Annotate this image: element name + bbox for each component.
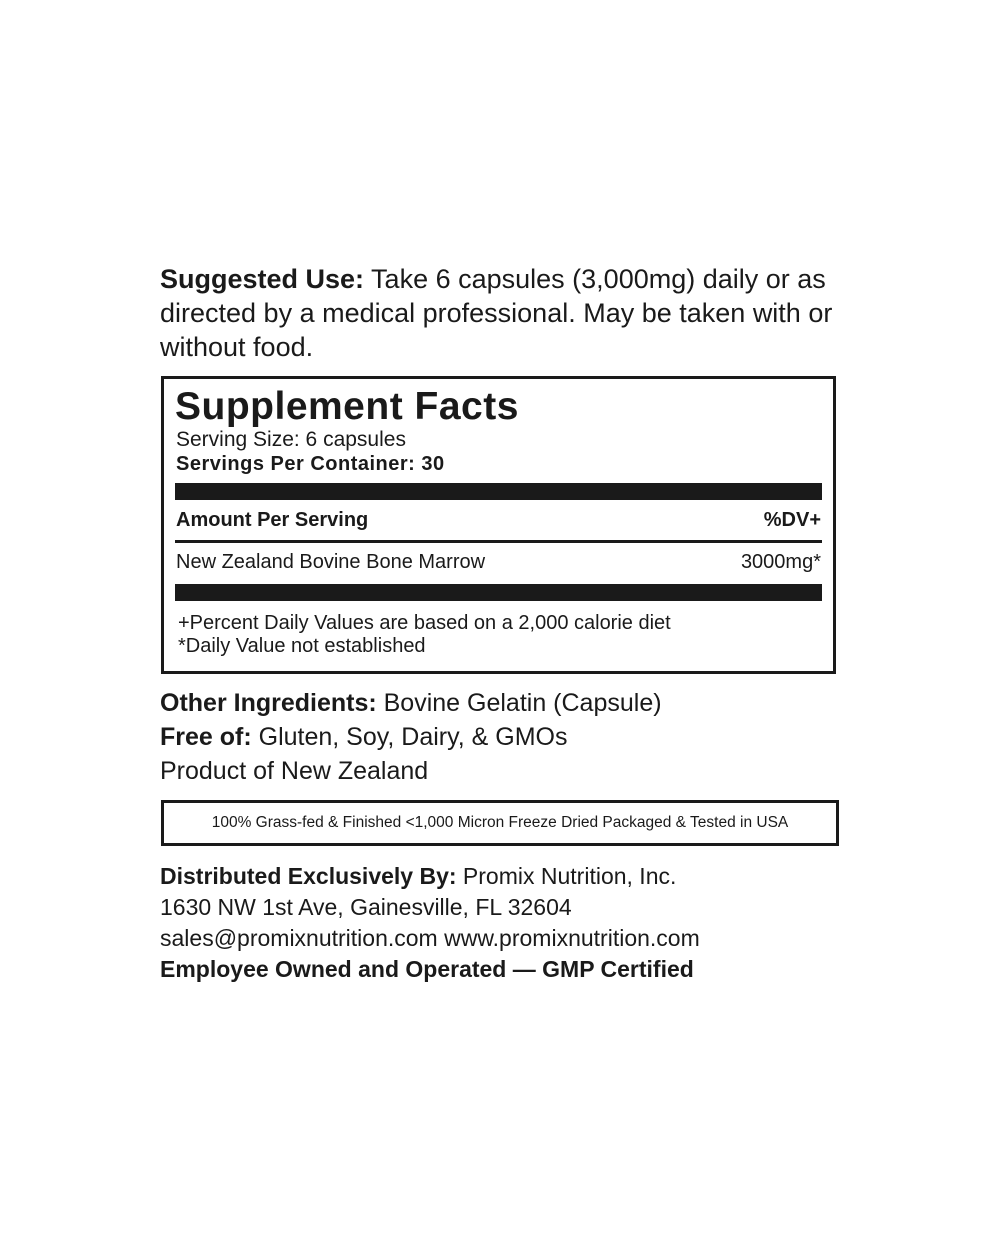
distributor-heading: Distributed Exclusively By: — [160, 863, 457, 889]
distributor-tagline: Employee Owned and Operated — GMP Certified — [160, 956, 694, 982]
serving-size: Serving Size: 6 capsules — [176, 428, 406, 451]
supplement-facts-panel — [161, 376, 836, 674]
other-info — [160, 686, 850, 788]
ingredient-row — [176, 548, 821, 576]
ingredient-amount: 3000mg* — [740, 551, 821, 573]
distributor-name: Promix Nutrition, Inc. — [456, 863, 677, 889]
footnote-daily-values: +Percent Daily Values are based on a 2,000 calorie diet — [178, 612, 671, 634]
free-of-text: Gluten, Soy, Dairy, & GMOs — [251, 723, 568, 751]
footnote-not-established: *Daily Value not established — [178, 635, 426, 657]
claims-text: 100% Grass-fed & Finished <1,000 Micron Freeze Dried Packaged & Tested in USA — [211, 814, 789, 831]
claims-box — [161, 800, 839, 846]
dv-label: %DV+ — [763, 509, 821, 531]
distributor-line — [160, 861, 850, 892]
suggested-use-text: Take 6 capsules (3,000mg) daily or as directed by a medical professional. May be taken with or without food. — [160, 264, 833, 362]
thick-divider — [175, 584, 822, 601]
suggested-use-heading: Suggested Use: — [160, 264, 365, 294]
ingredient-name: New Zealand Bovine Bone Marrow — [176, 551, 486, 573]
distributor-contact: sales@promixnutrition.com www.promixnutrition.com — [160, 925, 700, 951]
distributor-info — [160, 861, 850, 985]
amount-header-row — [176, 506, 821, 534]
other-ingredients-text: Bovine Gelatin (Capsule) — [376, 689, 662, 717]
amount-per-serving-label: Amount Per Serving — [176, 509, 369, 531]
other-ingredients-line — [160, 686, 850, 720]
distributor-address: 1630 NW 1st Ave, Gainesville, FL 32604 — [160, 894, 572, 920]
free-of-heading: Free of: — [160, 723, 252, 751]
supplement-facts-title: Supplement Facts — [175, 385, 519, 428]
thin-divider — [175, 540, 822, 543]
servings-per-container: Servings Per Container: 30 — [176, 453, 445, 475]
product-origin: Product of New Zealand — [160, 757, 429, 785]
suggested-use — [160, 262, 850, 364]
free-of-line — [160, 720, 850, 754]
other-ingredients-heading: Other Ingredients: — [160, 689, 377, 717]
thick-divider — [175, 483, 822, 500]
